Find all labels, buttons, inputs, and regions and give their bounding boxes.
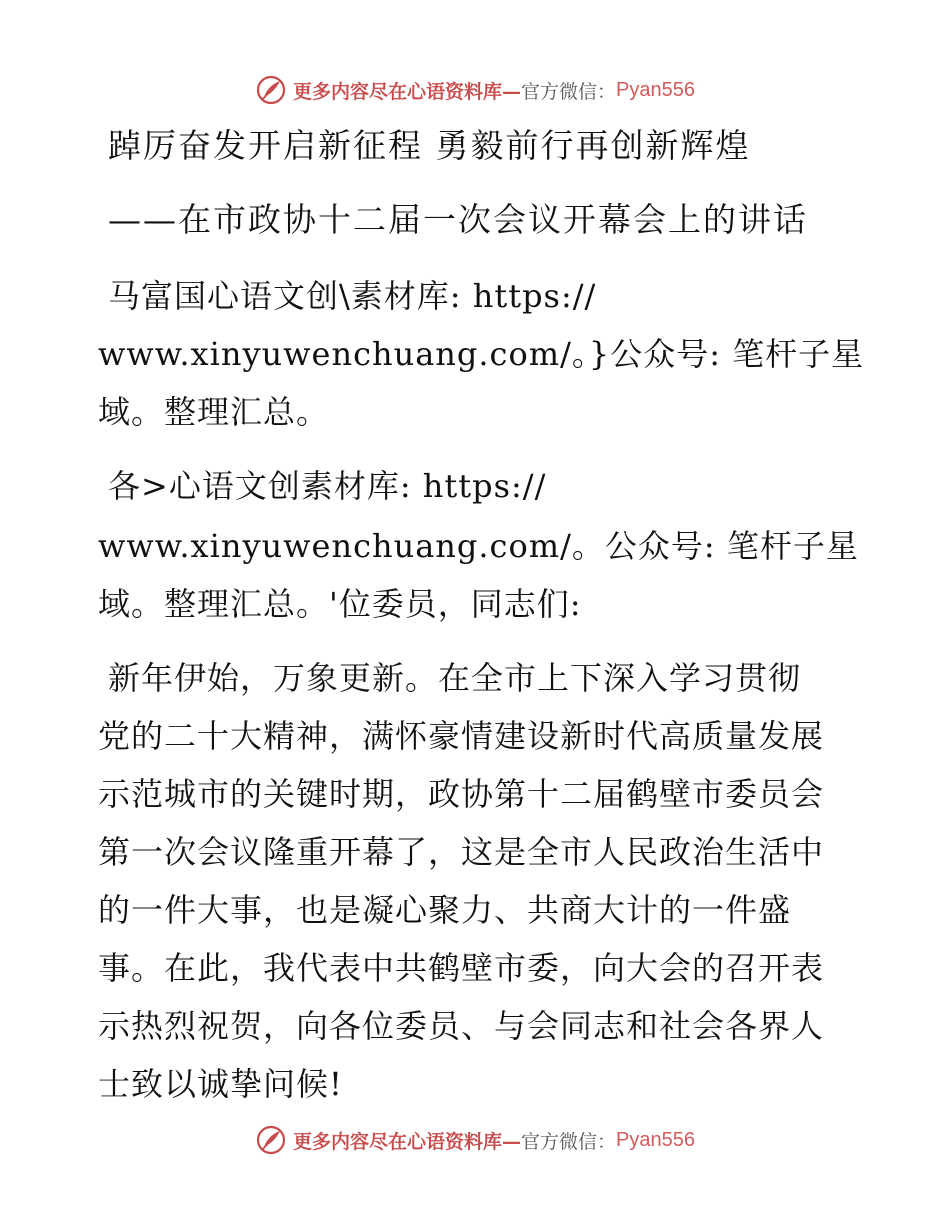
watermark-banner-top <box>0 70 950 110</box>
watermark-text: 更多内容尽在心语资料库— <box>293 1130 522 1153</box>
notice-line: 各>心语文创素材库: https:// <box>108 467 547 505</box>
feather-pen-logo-icon <box>255 74 287 106</box>
watermark-banner-bottom <box>0 1120 950 1160</box>
watermark-wechat-label: 官方微信： <box>521 1130 617 1153</box>
watermark-handle: Pyan556 <box>616 1128 695 1151</box>
notice-line: 域。整理汇总。'位委员，同志们: <box>98 585 582 623</box>
document-title: 踔厉奋发开启新征程 勇毅前行再创新辉煌 <box>108 126 751 165</box>
notice-line: www.xinyuwenchuang.com/。}公众号: 笔杆子星 <box>98 335 865 373</box>
paragraph-line: 士致以诚挚问候! <box>98 1065 343 1103</box>
feather-pen-logo-icon <box>255 1124 287 1156</box>
document-subtitle: ——在市政协十二届一次会议开幕会上的讲话 <box>108 200 808 239</box>
paragraph-line: 第一次会议隆重开幕了，这是全市人民政治生活中 <box>98 833 825 871</box>
notice-line: 马富国心语文创\素材库: https:// <box>108 277 597 315</box>
notice-line: www.xinyuwenchuang.com/。公众号: 笔杆子星 <box>98 527 859 565</box>
paragraph-line: 的一件大事，也是凝心聚力、共商大计的一件盛 <box>98 891 792 929</box>
watermark-text: 更多内容尽在心语资料库— <box>293 80 522 103</box>
paragraph-line: 新年伊始，万象更新。在全市上下深入学习贯彻 <box>108 659 802 697</box>
watermark-wechat-label: 官方微信： <box>521 80 617 103</box>
paragraph-line: 示热烈祝贺，向各位委员、与会同志和社会各界人 <box>98 1007 825 1045</box>
paragraph-line: 示范城市的关键时期，政协第十二届鹤壁市委员会 <box>98 775 825 813</box>
paragraph-line: 党的二十大精神，满怀豪情建设新时代高质量发展 <box>98 717 825 755</box>
paragraph-line: 事。在此，我代表中共鹤壁市委，向大会的召开表 <box>98 949 825 987</box>
watermark-handle: Pyan556 <box>616 78 695 101</box>
notice-line: 域。整理汇总。 <box>98 393 330 431</box>
